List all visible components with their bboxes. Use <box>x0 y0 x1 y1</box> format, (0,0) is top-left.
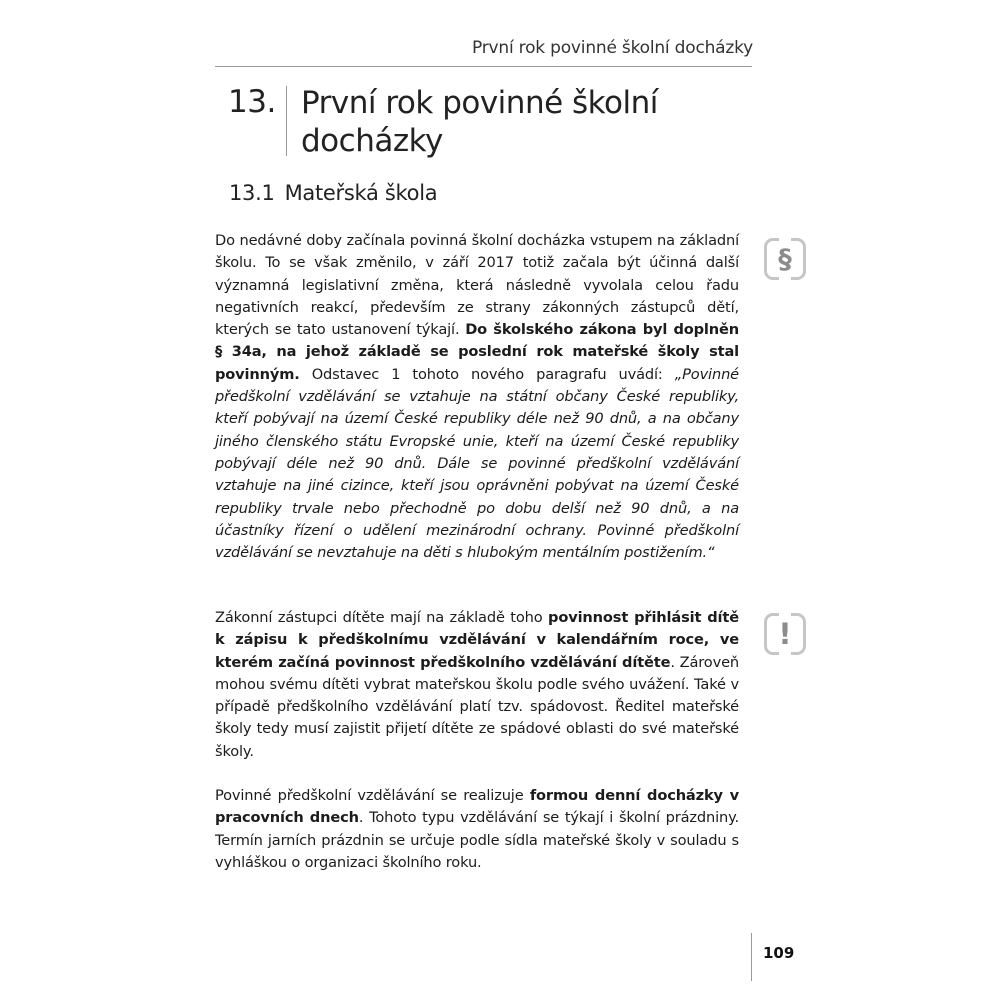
p1-bold-1: Do školského zákona byl doplněn § 34a, na jehož základě se poslední rok mateřské školy stal povinným. <box>215 321 740 383</box>
p1-text-2: Odstavec 1 tohoto nového paragrafu uvádí: <box>299 365 675 383</box>
chapter-title-line2: docházky <box>301 123 443 159</box>
p3-bold-1: formou denní docházky v pracovních dnech <box>215 787 739 827</box>
section-heading <box>229 181 437 205</box>
p2-text-2: . Zároveň mohou svému dítěti vybrat mateřskou školu podle svého uvážení. Také v případě předškolního vzdělávání platí tzv. spádovost. Ředitel mateřské školy tedy musí zajistit přijetí dítěte ze spádové oblasti do své mateřské školy. <box>215 653 739 760</box>
p3-text-1: Povinné předškolní vzdělávání se realizuje <box>215 787 530 804</box>
paragraph-sign-icon: § <box>764 238 806 280</box>
header-divider <box>215 66 752 67</box>
p2-bold-1: povinnost přihlásit dítě k zápisu k předškolnímu vzdělávání v kalendářním roce, ve kterém začíná povinnost předškolního vzdělávání dítěte <box>215 609 739 671</box>
section-number: 13.1 <box>229 181 275 205</box>
page-number: 109 <box>763 944 795 962</box>
p1-text-1: Do nedávné doby začínala povinná školní docházka vstupem na základní školu. To se však změnilo, v září 2017 totiž začala být účinná další významná legislativní změna, která následně vyvolala celou řadu negativních reakcí, především ze strany zákonných zástupců dětí, kterých se tato ustanovení týkají. <box>215 232 739 339</box>
paragraph-3 <box>215 785 739 874</box>
running-header-title: První rok povinné školní docházky <box>471 38 753 58</box>
paragraph-2 <box>215 607 739 763</box>
exclamation-icon: ! <box>764 613 806 655</box>
paragraph-1 <box>215 230 739 564</box>
p2-text-1: Zákonní zástupci dítěte mají na základě toho <box>215 609 549 626</box>
chapter-number: 13. <box>228 84 276 120</box>
p1-quote: „Povinné předškolní vzdělávání se vztahuje na státní občany České republiky, kteří pobývají na území České republiky déle než 90 dnů, a na občany jiného členského státu Evropské unie, kteří na území České republiky pobývají déle než 90 dnů. Dále se povinné předškolní vzdělávání vztahuje na jiné cizince, kteří jsou oprávněni pobývat na území České republiky trvale nebo přechodně po dobu delší než 90 dnů, a na účastníky řízení o udělení mezinárodní ochrany. Povinné předškolní vzdělávání se nevztahuje na děti s hlubokým mentálním postižením.“ <box>215 365 739 562</box>
chapter-title-line1: První rok povinné školní <box>301 85 658 121</box>
chapter-divider <box>286 86 287 156</box>
chapter-title <box>301 84 721 160</box>
section-title: Mateřská škola <box>284 181 438 205</box>
footer-divider <box>751 933 752 981</box>
p3-text-2: . Tohoto typu vzdělávání se týkají i školní prázdniny. Termín jarních prázdnin se určuje podle sídla mateřské školy v souladu s vyhláškou o organizaci školního roku. <box>215 809 740 871</box>
